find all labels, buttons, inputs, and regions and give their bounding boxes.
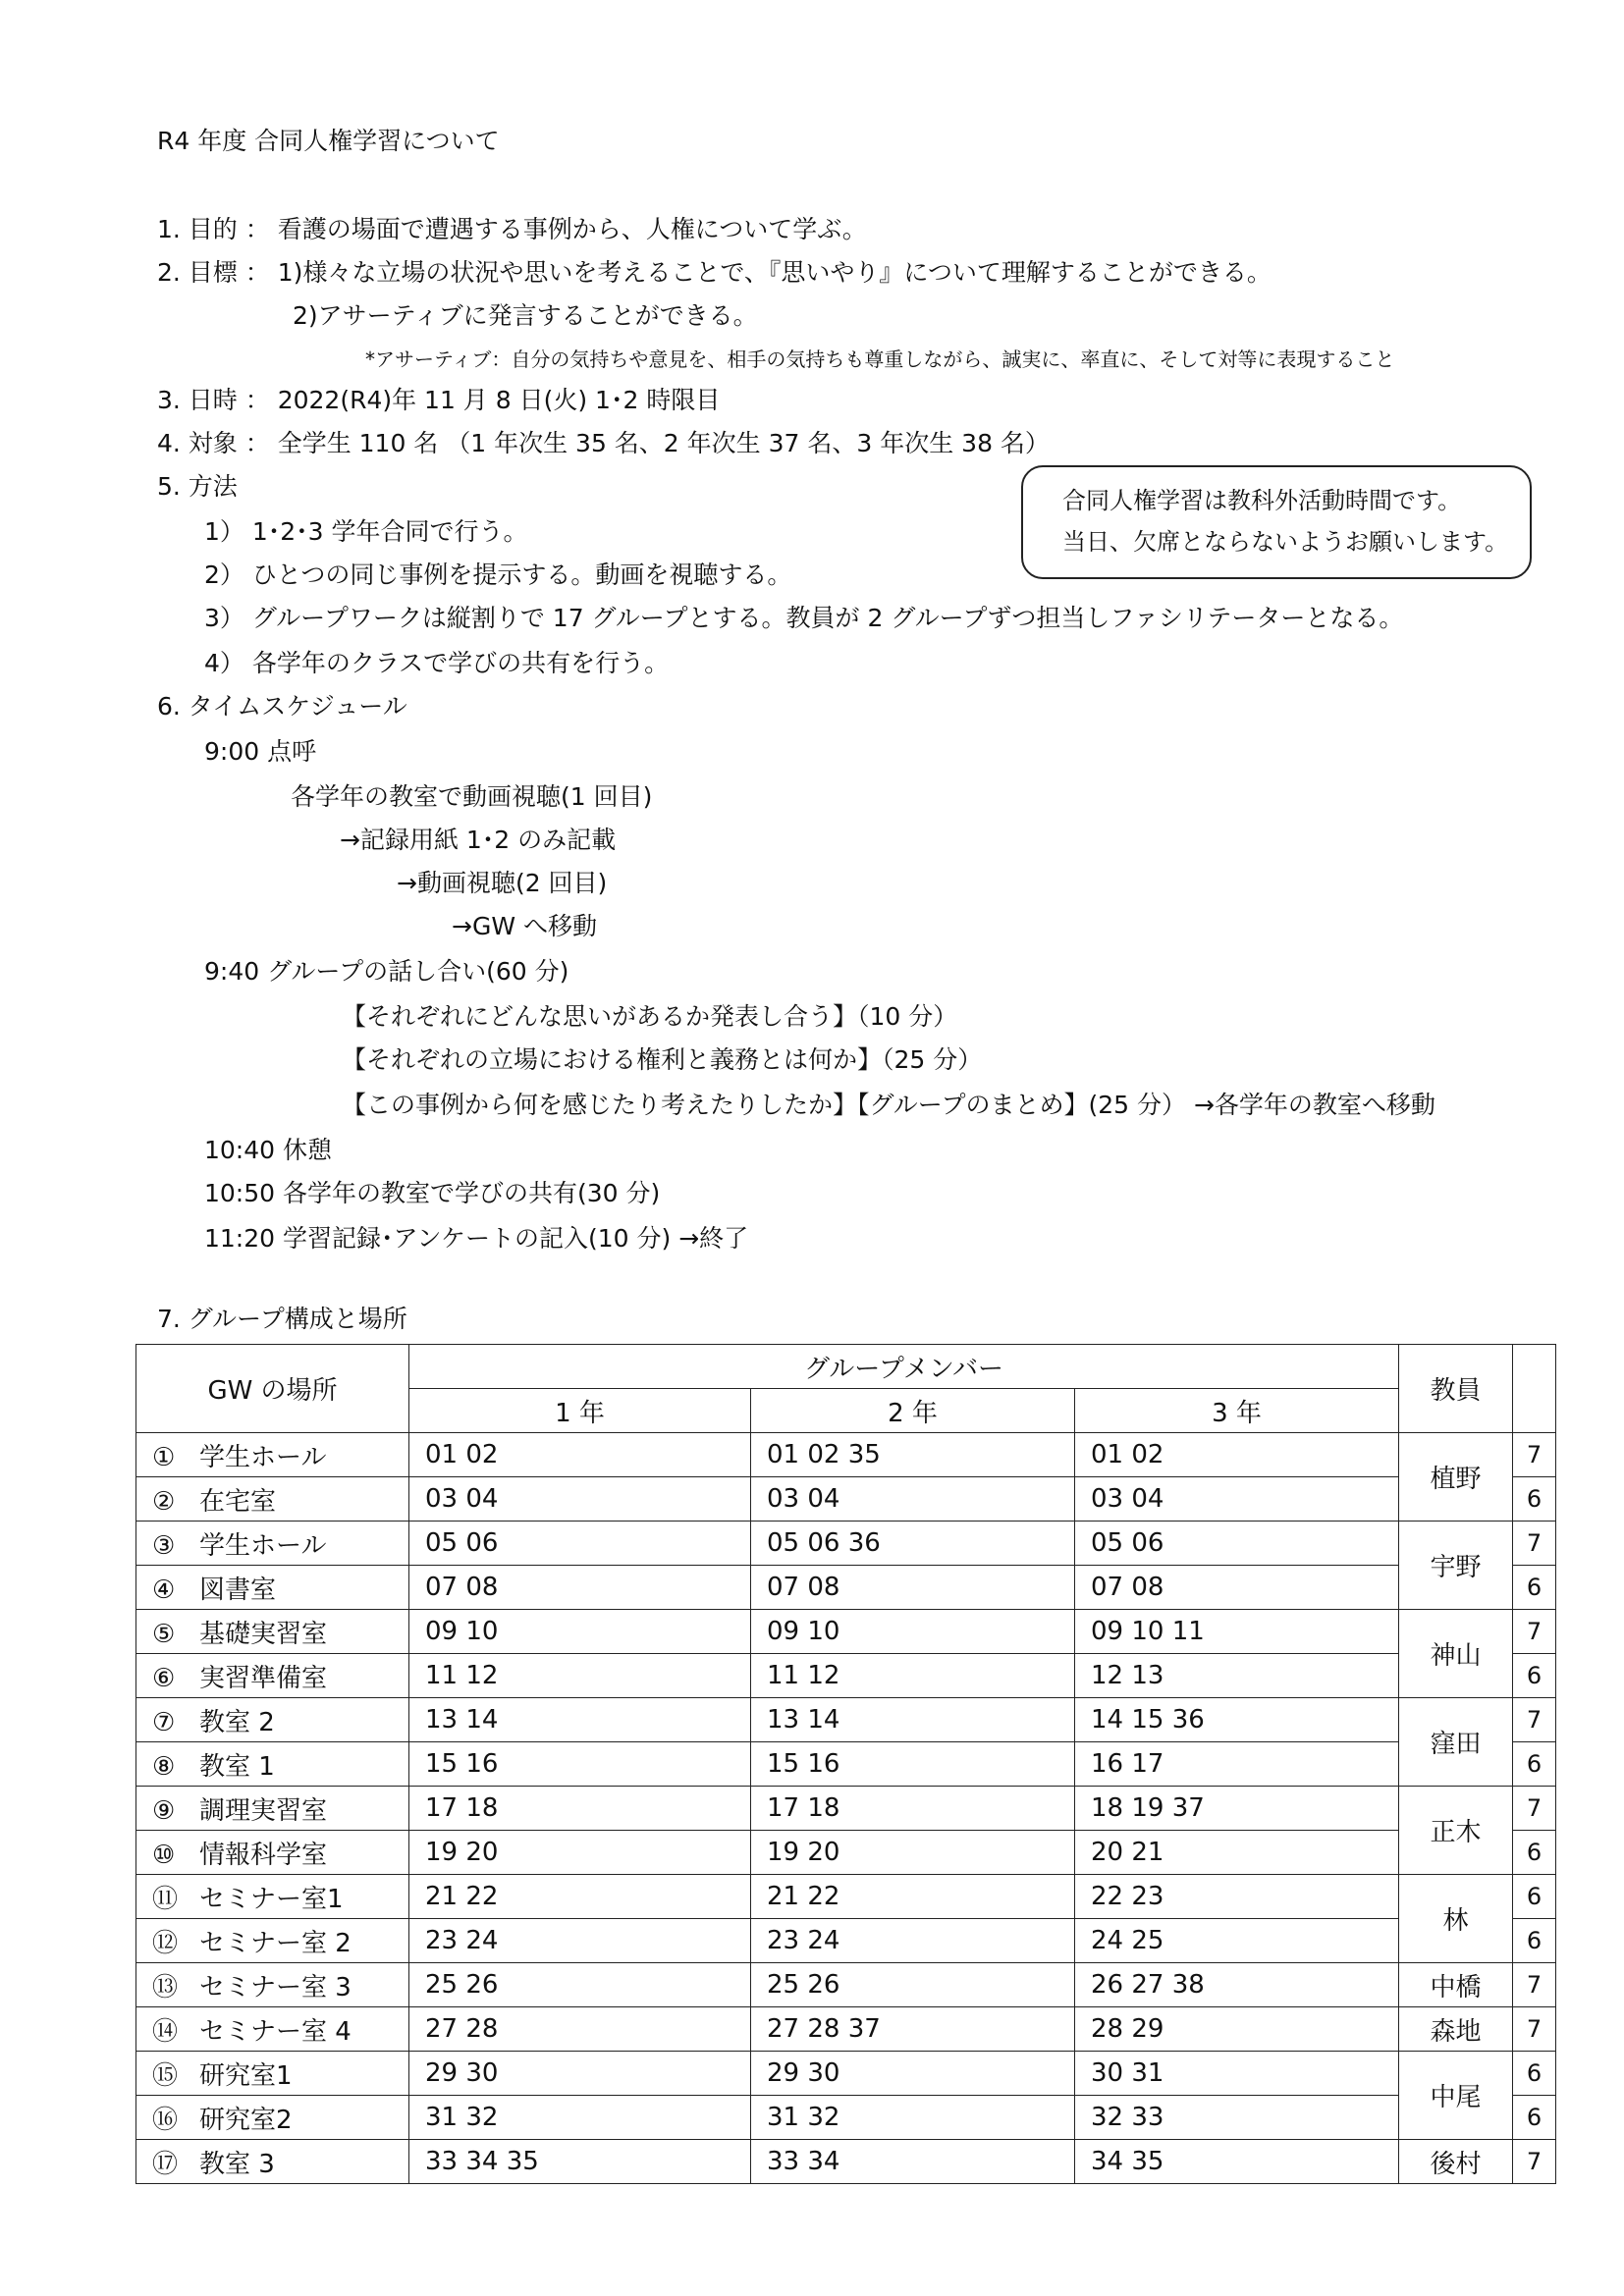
members-y2: 17 18 [751,1787,1075,1831]
callout-line-2: 当日、欠席とならないようお願いします。 [1062,528,1509,556]
members-y3: 03 04 [1075,1477,1399,1522]
place-cell [136,2007,409,2052]
place-cell [136,1477,409,1522]
place-cell [136,1875,409,1919]
member-count: 6 [1513,1477,1556,1522]
members-y1: 07 08 [409,1566,751,1610]
member-count: 7 [1513,2007,1556,2052]
header-year-1: 1 年 [409,1389,751,1433]
table-row [136,1698,1556,1742]
goal-line-2: 2)アサーティブに発言することができる。 [293,301,758,330]
member-count: 6 [1513,1654,1556,1698]
place-cell [136,1433,409,1477]
members-y1: 01 02 [409,1433,751,1477]
place-name: 教室 2 [199,1707,275,1737]
table-header-row [136,1345,1556,1389]
method-item: 3） グループワークは縦割りで 17 グループとする。教員が 2 グループずつ担当しファシリテーターとなる。 [204,604,1404,632]
place-name: セミナー室 2 [199,1928,352,1958]
place-name: 研究室2 [199,2105,293,2135]
callout-box [1021,465,1532,579]
members-y1: 17 18 [409,1787,751,1831]
group-number: ④ [152,1575,176,1605]
place-cell [136,1831,409,1875]
place-cell [136,1566,409,1610]
callout-line-1: 合同人権学習は教科外活動時間です。 [1062,487,1462,514]
members-y1: 33 34 35 [409,2140,751,2184]
members-y2: 15 16 [751,1742,1075,1787]
group-number: ⑪ [152,1884,179,1914]
members-y2: 11 12 [751,1654,1075,1698]
members-y1: 09 10 [409,1610,751,1654]
header-place: GW の場所 [136,1345,409,1433]
members-y1: 11 12 [409,1654,751,1698]
members-y2: 01 02 35 [751,1433,1075,1477]
place-name: 調理実習室 [199,1795,328,1826]
table-row [136,1610,1556,1654]
schedule-item: →記録用紙 1･2 のみ記載 [340,826,617,854]
schedule-item: 10:50 各学年の教室で学びの共有(30 分) [204,1179,661,1207]
member-count: 7 [1513,1787,1556,1831]
members-y3: 12 13 [1075,1654,1399,1698]
member-count: 6 [1513,2096,1556,2140]
table-row [136,2140,1556,2184]
members-y3: 34 35 [1075,2140,1399,2184]
members-y3: 18 19 37 [1075,1787,1399,1831]
header-teacher: 教員 [1399,1345,1513,1433]
place-cell [136,1742,409,1787]
member-count: 7 [1513,1522,1556,1566]
members-y2: 27 28 37 [751,2007,1075,2052]
schedule-item: 9:40 グループの話し合い(60 分) [204,957,569,986]
members-y2: 33 34 [751,2140,1075,2184]
members-y3: 01 02 [1075,1433,1399,1477]
place-name: 学生ホール [199,1442,327,1472]
teacher-cell: 中橋 [1399,1963,1513,2007]
teacher-cell: 窪田 [1399,1698,1513,1787]
place-name: 在宅室 [199,1486,277,1517]
table-row [136,1963,1556,2007]
member-count: 6 [1513,1566,1556,1610]
schedule-item: 【この事例から何を感じたり考えたりしたか】【グループのまとめ】(25 分） →各学年の教室へ移動 [342,1091,1435,1119]
group-number: ② [152,1486,176,1517]
place-cell [136,2096,409,2140]
members-y3: 07 08 [1075,1566,1399,1610]
group-number: ⑤ [152,1619,176,1649]
members-y3: 24 25 [1075,1919,1399,1963]
members-y3: 22 23 [1075,1875,1399,1919]
members-y1: 25 26 [409,1963,751,2007]
place-cell [136,1522,409,1566]
group-number: ⑮ [152,2060,179,2091]
teacher-cell: 宇野 [1399,1522,1513,1610]
group-number: ① [152,1442,176,1472]
place-name: 情報科学室 [199,1840,328,1870]
place-name: 教室 1 [199,1751,275,1782]
members-y2: 07 08 [751,1566,1075,1610]
member-count: 7 [1513,1610,1556,1654]
members-y2: 05 06 36 [751,1522,1075,1566]
schedule-item: 9:00 点呼 [204,737,317,766]
members-y3: 09 10 11 [1075,1610,1399,1654]
teacher-cell: 神山 [1399,1610,1513,1698]
schedule-item: →動画視聴(2 回目) [397,869,608,897]
table-row [136,1522,1556,1566]
table-row [136,1831,1556,1875]
member-count: 6 [1513,1919,1556,1963]
members-y2: 25 26 [751,1963,1075,2007]
place-cell [136,1919,409,1963]
member-count: 6 [1513,1875,1556,1919]
members-y1: 31 32 [409,2096,751,2140]
assertive-note: *アサーティブ：自分の気持ちや意見を、相手の気持ちも尊重しながら、誠実に、率直に、そして対等に表現すること [365,347,1395,371]
members-y1: 29 30 [409,2052,751,2096]
schedule-item: 11:20 学習記録･アンケートの記入(10 分) →終了 [204,1224,749,1253]
members-y1: 05 06 [409,1522,751,1566]
member-count: 7 [1513,1433,1556,1477]
members-y2: 29 30 [751,2052,1075,2096]
members-y2: 09 10 [751,1610,1075,1654]
group-number: ⑦ [152,1707,176,1737]
teacher-cell: 後村 [1399,2140,1513,2184]
members-y1: 19 20 [409,1831,751,1875]
group-heading: 7. グループ構成と場所 [157,1305,407,1333]
datetime-line: 3. 日時 ： 2022(R4)年 11 月 8 日(火) 1･2 時限目 [157,386,721,414]
members-y1: 15 16 [409,1742,751,1787]
teacher-cell: 林 [1399,1875,1513,1963]
place-cell [136,2140,409,2184]
member-count: 6 [1513,1742,1556,1787]
group-table [135,1344,1556,2184]
table-row [136,2007,1556,2052]
members-y2: 03 04 [751,1477,1075,1522]
group-number: ⑭ [152,2016,179,2047]
group-number: ⑰ [152,2149,179,2179]
schedule-heading: 6. タイムスケジュール [157,692,407,721]
group-number: ⑥ [152,1663,176,1693]
schedule-item: 10:40 休憩 [204,1136,332,1164]
place-name: 図書室 [199,1575,277,1605]
members-y1: 23 24 [409,1919,751,1963]
target-line: 4. 対象 ： 全学生 110 名 （1 年次生 35 名、2 年次生 37 名、3 年次生 38 名） [157,429,1050,457]
members-y2: 23 24 [751,1919,1075,1963]
schedule-item: 【それぞれの立場における権利と義務とは何か】（25 分） [342,1045,983,1074]
method-heading: 5. 方法 [157,472,238,501]
place-name: 学生ホール [199,1530,327,1561]
purpose-line: 1. 目的 ： 看護の場面で遭遇する事例から、人権について学ぶ。 [157,215,867,243]
members-y2: 19 20 [751,1831,1075,1875]
method-item: 4） 各学年のクラスで学びの共有を行う。 [204,649,670,677]
teacher-cell: 植野 [1399,1433,1513,1522]
place-cell [136,1787,409,1831]
schedule-item: 各学年の教室で動画視聴(1 回目) [291,782,653,811]
place-cell [136,1698,409,1742]
members-y3: 28 29 [1075,2007,1399,2052]
table-row [136,2052,1556,2096]
header-year-3: 3 年 [1075,1389,1399,1433]
members-y1: 21 22 [409,1875,751,1919]
members-y3: 05 06 [1075,1522,1399,1566]
place-name: セミナー室1 [199,1884,344,1914]
members-y2: 31 32 [751,2096,1075,2140]
member-count: 7 [1513,1698,1556,1742]
table-row [136,1566,1556,1610]
place-cell [136,2052,409,2096]
group-number: ⑧ [152,1751,176,1782]
group-number: ⑩ [152,1840,176,1870]
place-name: 基礎実習室 [199,1619,328,1649]
table-row [136,1433,1556,1477]
group-number: ⑯ [152,2105,179,2135]
header-count-blank [1513,1345,1556,1433]
teacher-cell: 森地 [1399,2007,1513,2052]
place-cell [136,1963,409,2007]
method-item: 1） 1･2･3 学年合同で行う。 [204,517,528,546]
table-row [136,1477,1556,1522]
header-members: グループメンバー [409,1345,1399,1389]
group-number: ⑫ [152,1928,179,1958]
table-row [136,1787,1556,1831]
goal-line-1: 2. 目標 ： 1)様々な立場の状況や思いを考えることで、『思いやり』について理解することができる。 [157,258,1272,287]
place-cell [136,1610,409,1654]
member-count: 6 [1513,1831,1556,1875]
members-y3: 32 33 [1075,2096,1399,2140]
member-count: 6 [1513,2052,1556,2096]
place-name: 研究室1 [199,2060,293,2091]
place-name: 実習準備室 [199,1663,328,1693]
method-item: 2） ひとつの同じ事例を提示する。動画を視聴する。 [204,561,792,589]
members-y2: 13 14 [751,1698,1075,1742]
group-number: ⑬ [152,1972,179,2002]
members-y1: 13 14 [409,1698,751,1742]
document-title: R4 年度 合同人権学習について [157,127,500,155]
members-y3: 14 15 36 [1075,1698,1399,1742]
members-y3: 30 31 [1075,2052,1399,2096]
table-row [136,1654,1556,1698]
group-number: ⑨ [152,1795,176,1826]
member-count: 7 [1513,2140,1556,2184]
place-cell [136,1654,409,1698]
table-row [136,1875,1556,1919]
members-y1: 03 04 [409,1477,751,1522]
table-row [136,2096,1556,2140]
schedule-item: →GW へ移動 [452,912,597,940]
members-y3: 26 27 38 [1075,1963,1399,2007]
schedule-item: 【それぞれにどんな思いがあるか発表し合う】（10 分） [342,1002,958,1031]
table-row [136,1919,1556,1963]
place-name: セミナー室 3 [199,1972,352,2002]
header-year-2: 2 年 [751,1389,1075,1433]
members-y2: 21 22 [751,1875,1075,1919]
member-count: 7 [1513,1963,1556,2007]
teacher-cell: 正木 [1399,1787,1513,1875]
teacher-cell: 中尾 [1399,2052,1513,2140]
members-y3: 20 21 [1075,1831,1399,1875]
place-name: セミナー室 4 [199,2016,352,2047]
members-y1: 27 28 [409,2007,751,2052]
group-number: ③ [152,1530,176,1561]
place-name: 教室 3 [199,2149,275,2179]
table-row [136,1742,1556,1787]
members-y3: 16 17 [1075,1742,1399,1787]
